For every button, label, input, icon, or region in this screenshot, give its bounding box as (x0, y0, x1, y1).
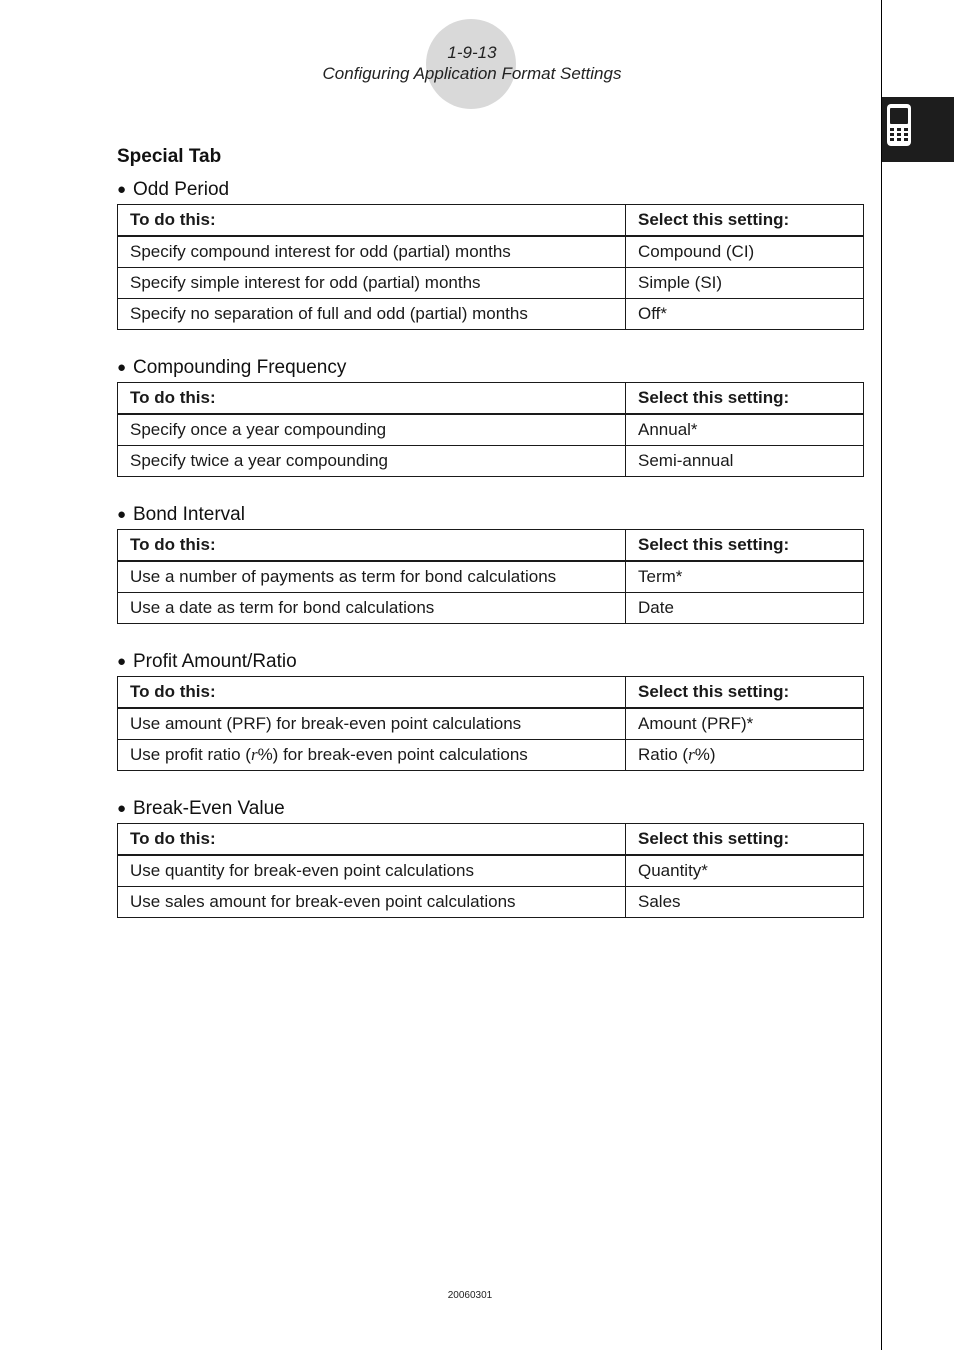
table-header-row (118, 383, 864, 415)
calculator-icon (886, 103, 912, 147)
table-row (118, 593, 864, 624)
column-header-setting: Select this setting: (626, 824, 864, 856)
footer-code: 20060301 (447, 1290, 493, 1301)
setting-cell: Annual* (626, 414, 864, 446)
action-cell: Specify compound interest for odd (partial) months (118, 236, 626, 268)
table-header-row (118, 205, 864, 237)
subsection-heading (117, 176, 863, 204)
settings-table (117, 676, 864, 771)
setting-cell: Term* (626, 561, 864, 593)
bullet-icon: ● (117, 506, 127, 523)
setting-cell: Semi-annual (626, 446, 864, 477)
subsection-heading-text: Bond Interval (133, 504, 245, 525)
column-header-setting: Select this setting: (626, 205, 864, 237)
subsection-heading (117, 354, 863, 382)
bullet-icon: ● (117, 800, 127, 817)
settings-table (117, 382, 864, 477)
table-row (118, 236, 864, 268)
subsection-heading-text: Compounding Frequency (133, 357, 347, 378)
table-row (118, 414, 864, 446)
bullet-icon: ● (117, 181, 127, 198)
setting-cell: Sales (626, 887, 864, 918)
table-row (118, 740, 864, 771)
column-header-action: To do this: (118, 205, 626, 237)
chapter-title: Configuring Application Format Settings (322, 64, 622, 83)
column-header-action: To do this: (118, 677, 626, 709)
table-row (118, 887, 864, 918)
page-number: 1-9-13 (447, 43, 497, 62)
column-header-action: To do this: (118, 824, 626, 856)
column-header-setting: Select this setting: (626, 530, 864, 562)
margin-rule (881, 0, 882, 1350)
table-row (118, 561, 864, 593)
table-row (118, 855, 864, 887)
column-header-action: To do this: (118, 530, 626, 562)
subsection-heading-text: Break-Even Value (133, 798, 285, 819)
setting-cell: Compound (CI) (626, 236, 864, 268)
action-cell: Use quantity for break-even point calculations (118, 855, 626, 887)
settings-table (117, 204, 864, 330)
subsection-bond-interval (117, 501, 863, 624)
setting-cell: Ratio (r%) (626, 740, 864, 771)
column-header-setting: Select this setting: (626, 677, 864, 709)
subsection-odd-period (117, 176, 863, 330)
settings-table (117, 529, 864, 624)
subsection-heading-text: Odd Period (133, 179, 230, 200)
subsection-break-even-value (117, 795, 863, 918)
action-cell: Use profit ratio (r%) for break-even point calculations (118, 740, 626, 771)
action-cell: Specify no separation of full and odd (partial) months (118, 299, 626, 330)
action-cell: Use a date as term for bond calculations (118, 593, 626, 624)
column-header-setting: Select this setting: (626, 383, 864, 415)
table-header-row (118, 677, 864, 709)
bullet-icon: ● (117, 653, 127, 670)
subsection-heading (117, 648, 863, 676)
action-cell: Specify once a year compounding (118, 414, 626, 446)
table-row (118, 268, 864, 299)
subsection-heading-text: Profit Amount/Ratio (133, 651, 297, 672)
action-cell: Use amount (PRF) for break-even point calculations (118, 708, 626, 740)
section-title: Special Tab (117, 146, 222, 167)
setting-cell: Amount (PRF)* (626, 708, 864, 740)
table-row (118, 299, 864, 330)
setting-cell: Date (626, 593, 864, 624)
action-cell: Specify twice a year compounding (118, 446, 626, 477)
subsection-compounding-frequency (117, 354, 863, 477)
subsection-heading (117, 795, 863, 823)
table-header-row (118, 530, 864, 562)
table-row (118, 708, 864, 740)
column-header-action: To do this: (118, 383, 626, 415)
settings-table (117, 823, 864, 918)
setting-cell: Off* (626, 299, 864, 330)
action-cell: Use sales amount for break-even point calculations (118, 887, 626, 918)
settings-content (117, 176, 863, 942)
action-cell: Specify simple interest for odd (partial) months (118, 268, 626, 299)
table-row (118, 446, 864, 477)
bullet-icon: ● (117, 359, 127, 376)
subsection-profit-amount-ratio (117, 648, 863, 771)
setting-cell: Quantity* (626, 855, 864, 887)
table-header-row (118, 824, 864, 856)
action-cell: Use a number of payments as term for bond calculations (118, 561, 626, 593)
subsection-heading (117, 501, 863, 529)
setting-cell: Simple (SI) (626, 268, 864, 299)
chapter-side-tab (882, 97, 954, 162)
